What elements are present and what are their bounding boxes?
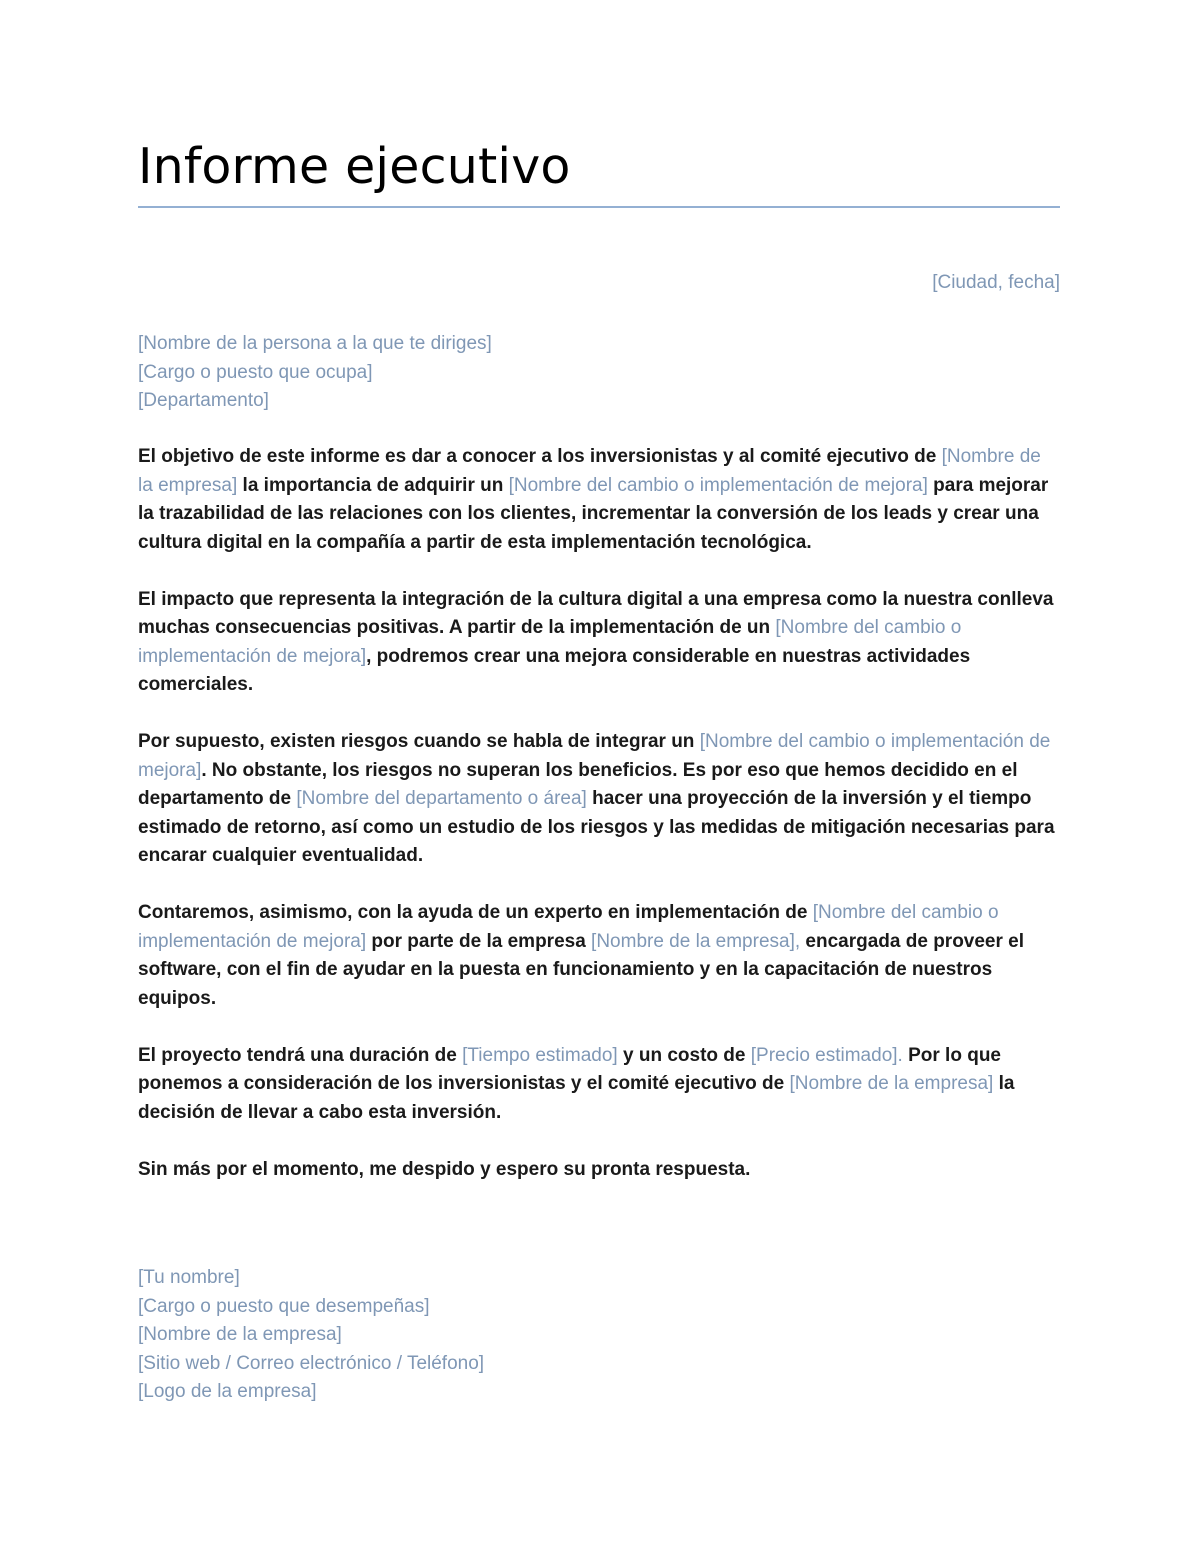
text-run: El impacto que representa la integración de la cultura digital a una empresa como la nuestra conlleva muchas consecuencias positivas. A partir de la implementación de un	[138, 588, 1054, 638]
text-run: encargada de proveer el software, con el fin de ayudar en la puesta en funcionamiento y en la capacitación de nuestros equipos.	[138, 930, 1025, 1009]
text-run: . No obstante, los riesgos no superan los beneficios. Es por eso que hemos decidido en el departamento de	[138, 759, 1018, 809]
recipient-block	[138, 330, 492, 416]
sender-name: [Tu nombre]	[138, 1267, 240, 1288]
paragraph-duration-cost	[138, 1042, 1060, 1128]
paragraph-objective	[138, 443, 1060, 557]
sender-position: [Cargo o puesto que desempeñas]	[138, 1295, 430, 1317]
paragraph-expert	[138, 899, 1060, 1013]
signature-block	[138, 1264, 484, 1407]
price-estimate-placeholder: [Precio estimado].	[750, 1044, 903, 1066]
text-run: para mejorar la trazabilidad de las relaciones con los clientes, incrementar la conversión de los leads y crear una cultura digital en la compañía a partir de esta implementación tecnológica.	[138, 474, 1049, 553]
sender-company: [Nombre de la empresa]	[138, 1324, 342, 1345]
paragraph-risks	[138, 728, 1060, 871]
recipient-department: [Departamento]	[138, 390, 269, 411]
sender-contact: [Sitio web / Correo electrónico / Teléfono]	[138, 1352, 485, 1374]
text-run: hacer una proyección de la inversión y el tiempo estimado de retorno, así como un estudio de los riesgos y las medidas de mitigación necesarias para encarar cualquier eventualidad.	[138, 788, 1055, 866]
sender-logo: [Logo de la empresa]	[138, 1381, 317, 1402]
recipient-position: [Cargo o puesto que ocupa]	[138, 361, 373, 383]
change-name-placeholder: [Nombre del cambio o implementación de mejora]	[138, 902, 999, 952]
body-text	[138, 443, 1060, 1213]
change-name-placeholder: [Nombre del cambio o implementación de mejora]	[508, 474, 928, 496]
text-run: por parte de la empresa	[366, 930, 592, 952]
time-estimate-placeholder: [Tiempo estimado]	[462, 1044, 618, 1066]
change-name-placeholder: [Nombre del cambio o implementación de mejora]	[138, 617, 962, 667]
text-run: Por supuesto, existen riesgos cuando se habla de integrar un	[138, 731, 700, 752]
text-run: , podremos crear una mejora considerable en nuestras actividades comerciales.	[138, 645, 971, 695]
text-run: la importancia de adquirir un	[237, 474, 509, 496]
company-name-placeholder: [Nombre de la empresa],	[591, 930, 801, 952]
text-run: Contaremos, asimismo, con la ayuda de un experto en implementación de	[138, 902, 813, 923]
paragraph-closing: Sin más por el momento, me despido y espero su pronta respuesta.	[138, 1158, 751, 1180]
document-title: Informe ejecutivo	[138, 138, 571, 195]
text-run: El proyecto tendrá una duración de	[138, 1044, 463, 1066]
text-run: Por lo que ponemos a consideración de los inversionistas y el comité ejecutivo de	[138, 1044, 1002, 1094]
paragraph-impact	[138, 586, 1060, 700]
change-name-placeholder: [Nombre del cambio o implementación de mejora]	[138, 731, 1051, 781]
title-underline	[138, 206, 1060, 208]
city-date-placeholder: [Ciudad, fecha]	[932, 272, 1060, 293]
text-run: y un costo de	[617, 1044, 751, 1066]
department-name-placeholder: [Nombre del departamento o área]	[296, 788, 587, 809]
company-name-placeholder: [Nombre de la empresa]	[138, 446, 1041, 496]
company-name-placeholder: [Nombre de la empresa]	[789, 1073, 994, 1094]
recipient-name: [Nombre de la persona a la que te diriges]	[138, 333, 492, 354]
text-run: El objetivo de este informe es dar a conocer a los inversionistas y al comité ejecutivo de	[138, 446, 942, 467]
text-run: la decisión de llevar a cabo esta inversión.	[138, 1073, 1015, 1123]
